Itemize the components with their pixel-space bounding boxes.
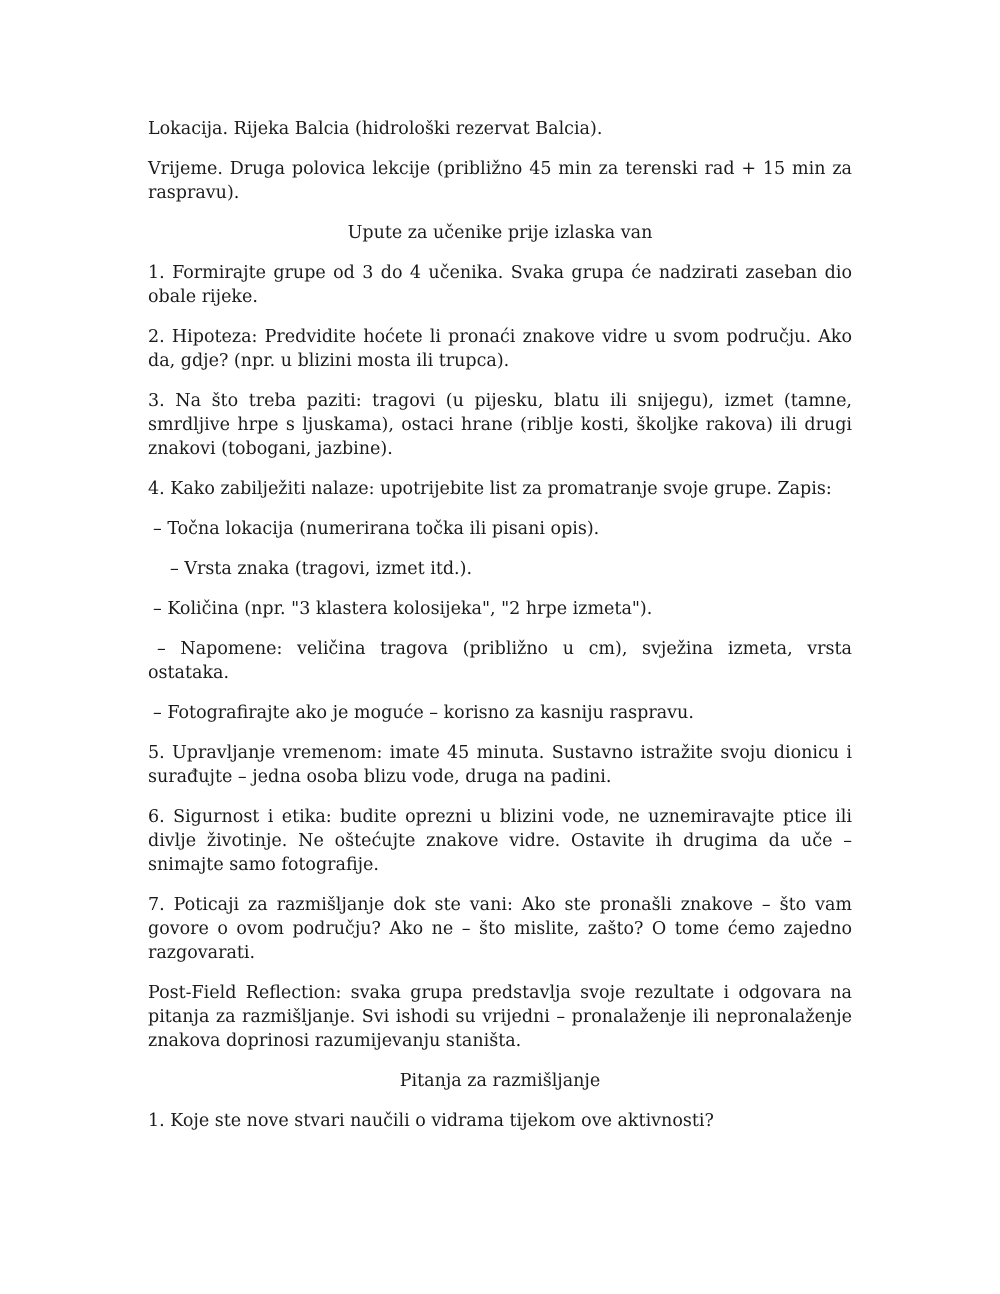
document-page	[148, 117, 852, 1149]
question-1-paragraph: 1. Koje ste nove stvari naučili o vidrama tijekom ove aktivnosti?	[148, 1111, 714, 1131]
location-paragraph: Lokacija. Rijeka Balcia (hidrološki rezervat Balcia).	[148, 119, 603, 139]
step-4-paragraph: 4. Kako zabilježiti nalaze: upotrijebite list za promatranje svoje grupe. Zapis:	[148, 479, 832, 499]
step-6-paragraph: 6. Sigurnost i etika: budite oprezni u blizini vode, ne uznemiravajte ptice ili divlje životinje. Ne oštećujte znakove vidre. Ostavite ih drugima da uče – snimajte samo fotografije.	[148, 807, 852, 875]
step-3-paragraph: 3. Na što treba paziti: tragovi (u pijesku, blatu ili snijegu), izmet (tamne, smrdljive hrpe s ljuskama), ostaci hrane (riblje kosti, školjke rakova) ili drugi znakovi (tobogani, jazbine).	[148, 391, 852, 459]
record-item-sign-type: – Vrsta znaka (tragovi, izmet itd.).	[170, 559, 473, 579]
record-item-photo: – Fotografirajte ako je moguće – korisno za kasniju raspravu.	[153, 703, 694, 723]
time-paragraph: Vrijeme. Druga polovica lekcije (približno 45 min za terenski rad + 15 min za raspravu).	[148, 159, 852, 203]
record-item-quantity: – Količina (npr. "3 klastera kolosijeka", "2 hrpe izmeta").	[153, 599, 653, 619]
step-7-paragraph: 7. Poticaji za razmišljanje dok ste vani: Ako ste pronašli znakove – što vam govore o ovom području? Ako ne – što mislite, zašto? O tome ćemo zajedno razgovarati.	[148, 895, 852, 963]
post-field-paragraph: Post-Field Reflection: svaka grupa predstavlja svoje rezultate i odgovara na pitanja za razmišljanje. Svi ishodi su vrijedni – pronalaženje ili nepronalaženje znakova doprinosi razumijevanju staništa.	[148, 983, 852, 1051]
record-item-location: – Točna lokacija (numerirana točka ili pisani opis).	[153, 519, 600, 539]
step-5-paragraph: 5. Upravljanje vremenom: imate 45 minuta. Sustavno istražite svoju dionicu i surađujte – jedna osoba blizu vode, druga na padini.	[148, 743, 852, 787]
record-item-notes: – Napomene: veličina tragova (približno u cm), svježina izmeta, vrsta ostataka.	[148, 639, 852, 683]
instructions-heading: Upute za učenike prije izlaska van	[347, 223, 653, 243]
reflection-heading: Pitanja za razmišljanje	[399, 1071, 601, 1091]
step-2-paragraph: 2. Hipoteza: Predvidite hoćete li pronaći znakove vidre u svom području. Ako da, gdje? (npr. u blizini mosta ili trupca).	[148, 327, 852, 371]
step-1-paragraph: 1. Formirajte grupe od 3 do 4 učenika. Svaka grupa će nadzirati zaseban dio obale rijeke.	[148, 263, 852, 307]
